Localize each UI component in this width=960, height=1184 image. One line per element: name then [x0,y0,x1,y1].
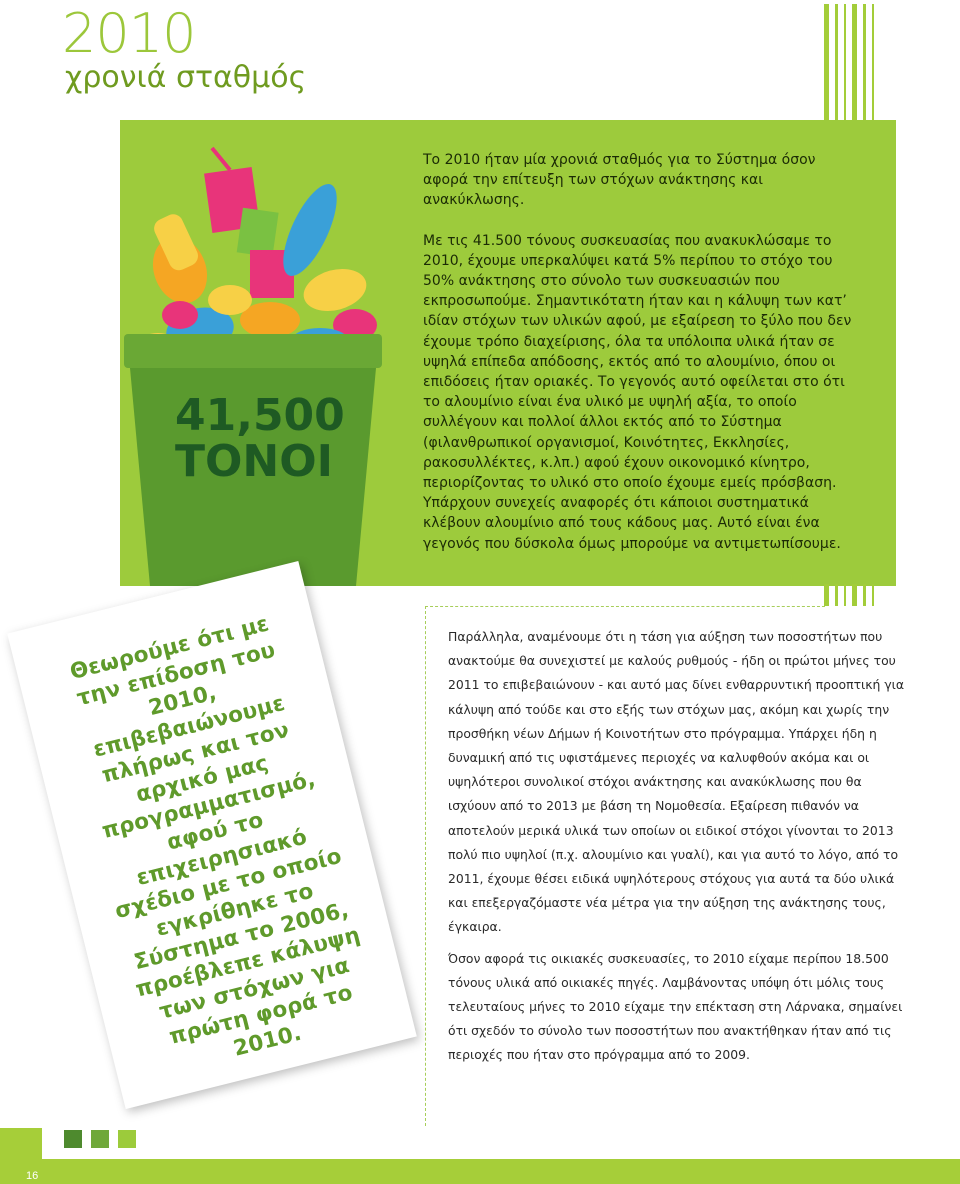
body-paragraph: Όσον αφορά τις οικιακές συσκευασίες, το 2010 είχαμε περίπου 18.500 τόνους υλικά από οικιακές πηγές. Λαμβάνοντας υπόψη ότι μόλις τους τελευταίους μήνες το 2010 είχαμε την επέκταση στη Λάρνακα, σημαίνει ότι σχεδόν το σύνολο των ποσοστήτων που ανακτήθηκαν ήταν από τις περιοχές που ήταν στο πρόγραμμα από το 2009. [448,950,903,1063]
divider-horizontal [425,606,825,607]
green-highlight-panel [120,120,896,586]
body-text [448,625,908,1075]
packaging-pile [138,148,377,358]
square-light [118,1130,136,1148]
bin-label-line1: 41,500 [175,390,345,441]
bin-lid [124,334,382,368]
body-paragraph: Παράλληλα, αναμένουμε ότι η τάση για αύξηση των ποσοστήτων που ανακτούμε θα συνεχιστεί με καλούς ρυθμούς - ήδη οι πρώτοι μήνες του 2011 το επιβεβαιώνουν - και αυτό μας δίνει ενθαρρυντική προοπτική για κάλυψη από τούδε και στο εξής των στόχων μας, ακόμη και χωρίς την προσθήκη νέων Δήμων ή Κοινοτήτων στο πρόγραμμα. Υπάρχει ήδη η δυναμική από τις υφιστάμενες περιοχές να καλυφθούν ακόμα και οι υψηλότεροι συνολικοί στόχοι ανάκτησης και ανακύκλωσης που θα ισχύουν από το 2013 με βάση τη Νομοθεσία. Εξαίρεση πιθανόν να αποτελούν μερικά υλικά των οποίων οι ειδικοί στόχοι γίνονται το 2013 πολύ πιο υψηλοί (π.χ. αλουμίνιο και γυαλί), και για αυτό το λόγο, από το 2011, έχουμε θέσει ειδικά υψηλότερους στόχους για αυτά τα δύο υλικά και επεξεργαζόμαστε νέα μέτρα για την αύξηση της ανάκτησης τους, έγκαιρα. [448,629,905,935]
page-number: 16 [26,1170,39,1182]
divider-vertical [425,606,426,1126]
bin-label-line2: ΤΟΝΟΙ [175,436,334,487]
square-dark [64,1130,82,1148]
year-title: 2010 [62,2,196,65]
decorative-stripes-top [824,4,874,120]
quote-card [7,561,417,1109]
panel-text [423,150,863,574]
decorative-squares [64,1130,136,1148]
pull-quote: Θεωρούμε ότι με την επίδοση του 2010, επιβεβαιώνουμε πλήρως και τον αρχικό μας προγραμματισμό, αφού το επιχειρησιακό σχέδιο με το οποίο εγκρίθηκε το Σύστημα το 2006, προέβλεπε κάλυψη των στόχων για πρώτη φορά το 2010. [67,611,363,1062]
section-subtitle: χρονιά σταθμός [65,60,307,95]
decorative-stripes-bottom [824,584,874,606]
recycling-bin-illustration [120,120,420,586]
panel-paragraph: Το 2010 ήταν μία χρονιά σταθμός για το Σύστημα όσον αφορά την επίτευξη των στόχων ανάκτησης και ανακύκλωσης. [423,152,816,209]
panel-paragraph: Με τις 41.500 τόνους συσκευασίας που ανακυκλώσαμε το 2010, έχουμε υπερκαλύψει κατά 5% περίπου το στόχο του 50% ανάκτησης στο σύνολο των συσκευασιών που εκπροσωπούμε. Σημαντικότατη ήταν και η κάλυψη των κατ’ ιδίαν στόχων των υλικών αφού, με εξαίρεση το ξύλο που δεν έχουμε τρόπο διαχείρισης, όλα τα υπόλοιπα υλικά ήταν σε υψηλά επίπεδα απόδοσης, εκτός από το αλουμίνιο, όπου οι επιδόσεις ήταν οριακές. Το γεγονός αυτό οφείλεται στο ότι το αλουμίνιο είναι ένα υλικό με υψηλή αξία, το οποίο συλλέγουν και πολλοί άλλοι εκτός από το Σύστημα (φιλανθρωπικοί οργανισμοί, Κοινότητες, Εκκλησίες, ρακοσυλλέκτες, κ.λπ.) αφού έχουν οικονομικό κίνητρο, περιορίζοντας το υλικό στο οποίο έχουμε εμείς πρόσβαση. Υπάρχουν συνεχείς αναφορές ότι κάποιοι συστηματικά κλέβουν αλουμίνιο από τους κάδους μας. Αυτό είναι ένα γεγονός που δύσκολα όμως μπορούμε να αντιμετωπίσουμε. [423,232,852,552]
square-mid [91,1130,109,1148]
footer-bar [0,1159,960,1184]
